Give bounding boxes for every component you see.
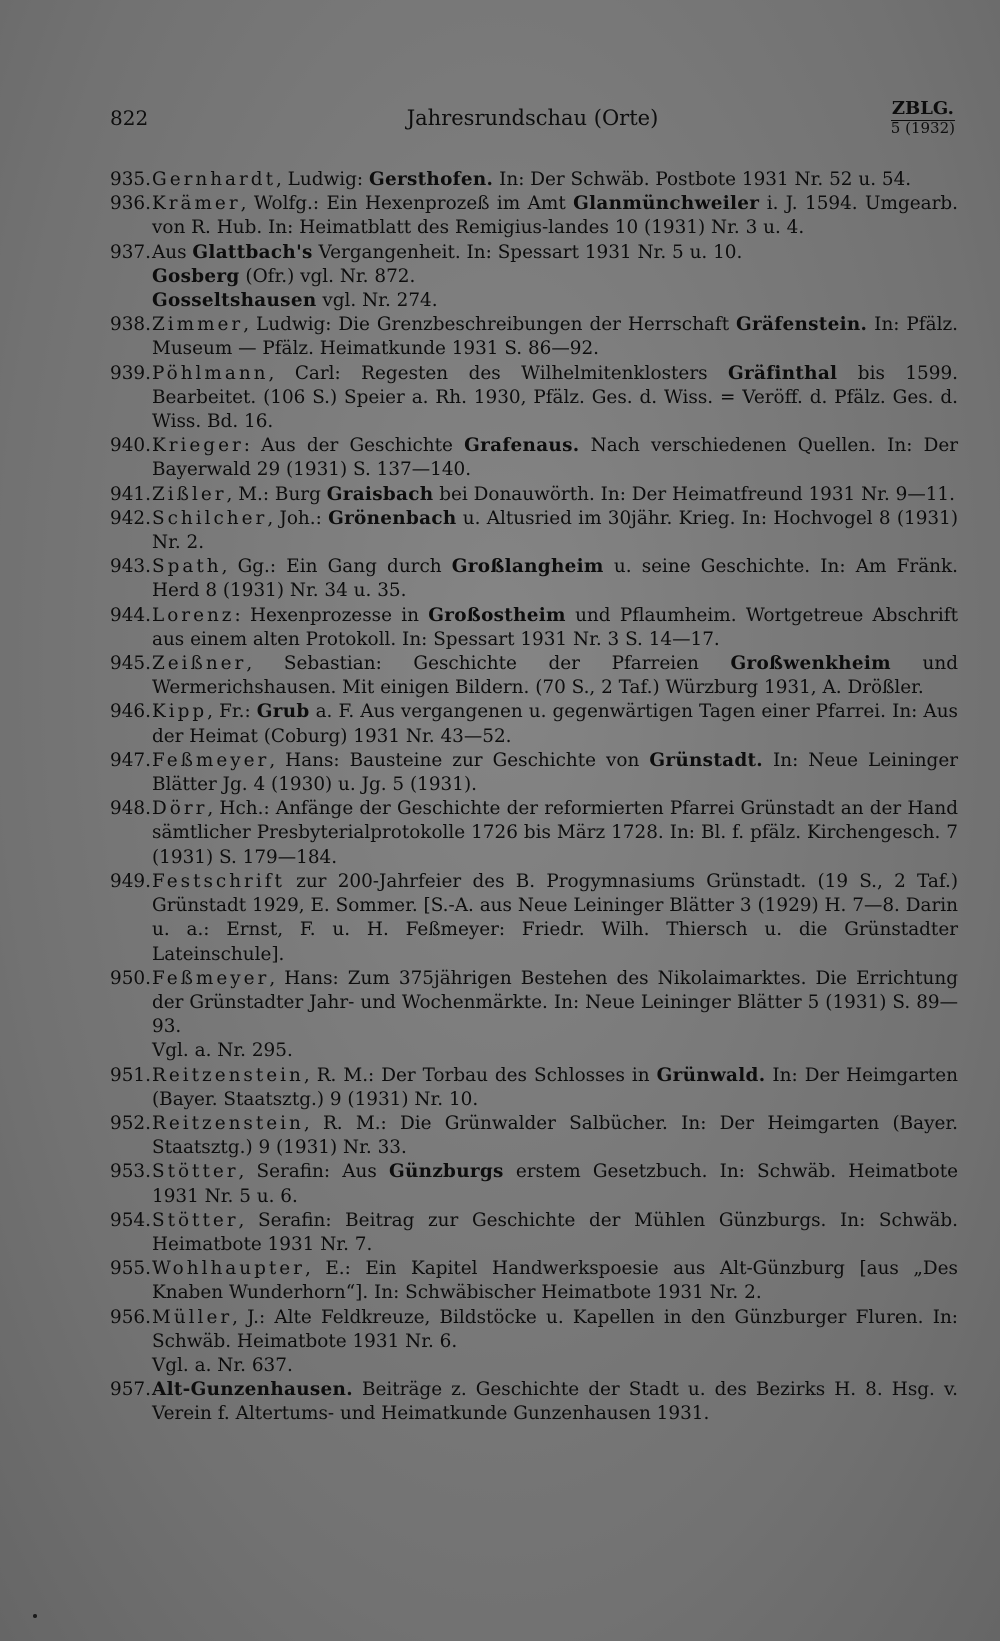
entry-number: 957. — [110, 1379, 151, 1401]
entry-text — [152, 434, 958, 482]
entry-segment: zur 200-Jahrfeier des B. Progymnasiums Grünstadt. (19 S., 2 Taf.) Grünstadt 1929, E. Sommer. [S.-A. aus Neue Leininger Blätter 3 (1929) H. 7—8. Darin u. a.: Ernst, F. u. H. Feßmeyer: Friedr. Wilh. Thiersch u. die Grünstadter Lateinschule]. — [152, 870, 958, 965]
entry-segment: Vgl. a. Nr. 295. — [152, 1040, 293, 1062]
entry-place: Grünwald. — [656, 1064, 766, 1086]
entry-segment: In: Pfälz. Museum — Pfälz. Heimatkunde 1931 S. 86—92. — [152, 314, 958, 360]
bibliography-entry — [110, 192, 958, 240]
entry-segment: Aus — [152, 241, 193, 263]
bibliography-entry — [110, 749, 958, 797]
entry-segment: : Hexenprozesse in — [234, 604, 429, 626]
entry-author: Festschrift — [152, 870, 285, 892]
entry-number: 938. — [110, 314, 151, 336]
entry-place: Großostheim — [428, 604, 566, 626]
bibliography-entry — [110, 797, 958, 870]
entry-place: Alt-Gunzenhausen. — [152, 1379, 353, 1401]
entry-text — [152, 1160, 958, 1208]
running-title: Jahresrundschau (Orte) — [406, 106, 659, 130]
entry-segment: Vergangenheit. In: Spessart 1931 Nr. 5 u. 10. — [312, 241, 743, 263]
entry-text — [152, 241, 958, 314]
entry-number: 946. — [110, 701, 151, 723]
entry-text — [152, 870, 958, 967]
entry-text — [152, 168, 958, 192]
entry-number: 947. — [110, 749, 151, 771]
entry-segment: Nach verschiedenen Quellen. In: Der Bayerwald 29 (1931) S. 137—140. — [152, 435, 959, 481]
bibliography-entry — [110, 362, 958, 435]
entry-text — [152, 362, 958, 435]
journal-abbreviation: ZBLG. — [891, 98, 954, 119]
entry-segment: , R. M.: Der Torbau des Schlosses in — [303, 1064, 657, 1086]
bibliography-entry — [110, 870, 958, 967]
entry-author: Feßmeyer — [152, 967, 270, 989]
entry-segment: und Pflaumheim. Wortgetreue Abschrift aus einem alten Protokoll. In: Spessart 1931 Nr. 3 S. 14—17. — [152, 604, 958, 650]
entry-segment: bei Donauwörth. In: Der Heimatfreund 1931 Nr. 9—11. — [433, 483, 955, 505]
entry-author: Feßmeyer — [152, 749, 270, 771]
entry-text — [152, 700, 958, 748]
entry-segment: , E.: Ein Kapitel Handwerkspoesie aus Alt-Günzburg [aus „Des Knaben Wunderhorn“]. In: Schwäbischer Heimatbote 1931 Nr. 2. — [152, 1258, 958, 1304]
entry-text — [152, 192, 958, 240]
entry-author: Schilcher — [152, 507, 268, 529]
entry-author: Kipp — [152, 701, 208, 723]
entry-text — [152, 507, 958, 555]
entry-number: 951. — [110, 1064, 151, 1086]
entry-number: 952. — [110, 1112, 151, 1134]
entry-segment: vgl. Nr. 274. — [316, 290, 438, 312]
entry-author: Reitzenstein — [152, 1112, 304, 1134]
entry-text — [152, 1306, 958, 1379]
entry-place: Grub — [256, 701, 310, 723]
entry-number: 945. — [110, 653, 151, 675]
entry-author: Lorenz — [152, 604, 235, 626]
entry-segment: , Hans: Bausteine zur Geschichte von — [269, 749, 650, 771]
speck-mark — [33, 1614, 37, 1618]
entry-place: Gersthofen. — [368, 169, 494, 190]
bibliography-entry — [110, 1378, 958, 1426]
bibliography-entry — [110, 1306, 958, 1379]
entry-segment: , Sebastian: Geschichte der Pfarreien — [246, 653, 731, 675]
entry-place: Grönenbach — [328, 507, 457, 529]
entry-number: 949. — [110, 870, 151, 892]
entry-segment: , Serafin: Beitrag zur Geschichte der Mühlen Günzburgs. In: Schwäb. Heimatbote 1931 Nr. 7. — [152, 1209, 958, 1255]
entry-text — [152, 749, 958, 797]
entry-segment: In: Der Schwäb. Postbote 1931 Nr. 52 u. 54. — [493, 169, 912, 190]
entry-number: 941. — [110, 483, 151, 505]
entry-segment: , Wolfg.: Ein Hexenprozeß im Amt — [240, 193, 574, 215]
entry-segment: erstem Gesetzbuch. In: Schwäb. Heimatbote 1931 Nr. 5 u. 6. — [152, 1161, 958, 1207]
entry-segment: und Wermerichshausen. Mit einigen Bildern. (70 S., 2 Taf.) Würzburg 1931, A. Drößler. — [152, 653, 958, 699]
entry-number: 950. — [110, 967, 151, 989]
entry-place: Glattbach's — [192, 241, 313, 263]
entry-segment: , Hans: Zum 375jährigen Bestehen des Nikolaimarktes. Die Errichtung der Grünstadter Jahr- und Wochenmärkte. In: Neue Leininger Blätter 5 (1931) S. 89—93. — [152, 967, 958, 1038]
entry-place: Gosseltshausen — [152, 290, 317, 312]
entry-text — [152, 797, 958, 870]
entry-segment: In: Neue Leininger Blätter Jg. 4 (1930) u. Jg. 5 (1931). — [152, 749, 958, 796]
entry-author: Stötter — [152, 1161, 239, 1183]
bibliography-entry — [110, 1064, 958, 1112]
bibliography-entry — [110, 483, 958, 507]
entry-segment: Beiträge z. Geschichte der Stadt u. des Bezirks H. 8. Hsg. v. Verein f. Altertums- und Heimatkunde Gunzenhausen 1931. — [152, 1379, 958, 1425]
bibliography-entry — [110, 652, 958, 700]
entry-segment: , Joh.: — [267, 507, 329, 529]
entry-text — [152, 1378, 958, 1426]
entry-segment: , Gg.: Ein Gang durch — [221, 556, 452, 578]
bibliography-entry — [110, 1160, 958, 1208]
entry-place: Gräfinthal — [728, 362, 838, 384]
journal-reference — [891, 100, 955, 137]
entry-number: 942. — [110, 507, 151, 529]
entry-number: 939. — [110, 362, 151, 384]
entry-segment: , Fr.: — [207, 701, 257, 723]
bibliography-entry — [110, 168, 958, 192]
entry-number: 943. — [110, 556, 151, 578]
entry-text — [152, 1064, 958, 1112]
bibliography-entry — [110, 967, 958, 1064]
entry-segment: Vgl. a. Nr. 637. — [152, 1354, 293, 1376]
entry-text — [152, 1209, 958, 1257]
bibliography-entry — [110, 313, 958, 361]
entry-number: 940. — [110, 435, 151, 457]
entry-segment: , Carl: Regesten des Wilhelmitenklosters — [268, 362, 728, 384]
entry-number: 936. — [110, 193, 151, 215]
entry-author: Stötter — [152, 1209, 239, 1231]
bibliography-entry — [110, 241, 958, 314]
entry-number: 953. — [110, 1161, 151, 1183]
entry-author: Zeißner — [152, 653, 247, 675]
bibliography-entry — [110, 700, 958, 748]
bibliography-entry — [110, 1257, 958, 1305]
entry-segment: bis 1599. Bearbeitet. (106 S.) Speier a. Rh. 1930, Pfälz. Ges. d. Wiss. = Veröff. d. Pfälz. Ges. d. Wiss. Bd. 16. — [152, 362, 958, 433]
entry-place: Glanmünchweiler — [573, 193, 760, 215]
entry-segment: In: Der Heimgarten (Bayer. Staatsztg.) 9 (1931) Nr. 10. — [152, 1064, 958, 1110]
entry-number: 954. — [110, 1209, 151, 1231]
page-header — [110, 100, 955, 150]
bibliography-entry — [110, 434, 958, 482]
entry-segment: u. seine Geschichte. In: Am Fränk. Herd 8 (1931) Nr. 34 u. 35. — [152, 556, 959, 602]
entry-author: Gernhardt — [152, 169, 276, 190]
entry-author: Krieger — [152, 435, 244, 457]
entry-segment: , M.: Burg — [226, 483, 327, 505]
entry-text — [152, 555, 958, 603]
entry-number: 944. — [110, 604, 151, 626]
entry-author: Reitzenstein — [152, 1064, 304, 1086]
entry-author: Spath — [152, 556, 222, 578]
entry-author: Zimmer — [152, 314, 244, 336]
entry-number: 956. — [110, 1306, 151, 1328]
bibliography-entry — [110, 604, 958, 652]
entry-place: Graisbach — [326, 483, 434, 505]
entry-place: Großlangheim — [451, 556, 604, 578]
entry-place: Großwenkheim — [730, 653, 891, 675]
entry-segment: , Hch.: Anfänge der Geschichte der reformierten Pfarrei Grünstadt an der Hand sämtlicher Presbyterialprotokolle 1726 bis März 1728. In: Bl. f. pfälz. Kirchengesch. 7 (1931) S. 179—184. — [152, 798, 958, 868]
entry-text — [152, 1112, 958, 1160]
entry-segment: a. F. Aus vergangenen u. gegenwärtigen Tagen einer Pfarrei. In: Aus der Heimat (Coburg) 1931 Nr. 43—52. — [152, 701, 958, 747]
entry-segment: , Ludwig: Die Grenzbeschreibungen der Herrschaft — [243, 314, 737, 336]
entry-number: 937. — [110, 241, 151, 263]
entry-author: Wohlhaupter — [152, 1258, 305, 1280]
journal-volume: 5 (1932) — [890, 118, 955, 137]
entry-segment: i. J. 1594. Umgearb. von R. Hub. In: Heimatblatt des Remigius-landes 10 (1931) Nr. 3 u. 4. — [152, 193, 958, 239]
entry-segment: u. Altusried im 30jähr. Krieg. In: Hochvogel 8 (1931) Nr. 2. — [152, 507, 958, 554]
entry-text — [152, 652, 958, 700]
entry-text — [152, 967, 958, 1064]
entry-text — [152, 1257, 958, 1305]
entry-segment: : Aus der Geschichte — [243, 435, 465, 457]
entry-author: Krämer — [152, 193, 241, 215]
entry-author: Zißler — [152, 483, 227, 505]
entry-author: Müller — [152, 1306, 233, 1328]
entry-segment: , R. M.: Die Grünwalder Salbücher. In: Der Heimgarten (Bayer. Staatsztg.) 9 (1931) Nr. 33. — [152, 1112, 958, 1159]
entry-place: Günzburgs — [388, 1161, 504, 1183]
entry-place: Grafenaus. — [464, 435, 580, 457]
bibliography-entry — [110, 555, 958, 603]
entry-text — [152, 483, 958, 507]
entry-author: Pöhlmann — [152, 362, 269, 384]
entry-segment: (Ofr.) vgl. Nr. 872. — [239, 265, 416, 287]
entry-place: Gosberg — [152, 265, 240, 287]
bibliography-entry — [110, 1209, 958, 1257]
entry-text — [152, 313, 958, 361]
entry-segment: , J.: Alte Feldkreuze, Bildstöcke u. Kapellen in den Günzburger Fluren. In: Schwäb. Heimatbote 1931 Nr. 6. — [152, 1306, 958, 1352]
bibliography-list — [110, 168, 958, 1427]
entry-place: Gräfenstein. — [736, 314, 868, 336]
entry-place: Grünstadt. — [649, 749, 764, 771]
entry-text — [152, 604, 958, 652]
bibliography-entry — [110, 1112, 958, 1160]
entry-number: 948. — [110, 798, 151, 820]
page-number: 822 — [110, 106, 149, 130]
entry-segment: , Serafin: Aus — [238, 1161, 389, 1183]
entry-number: 955. — [110, 1258, 151, 1280]
entry-author: Dörr — [152, 798, 208, 820]
entry-number: 935. — [110, 169, 151, 190]
entry-segment: , Ludwig: — [275, 169, 369, 190]
bibliography-entry — [110, 507, 958, 555]
